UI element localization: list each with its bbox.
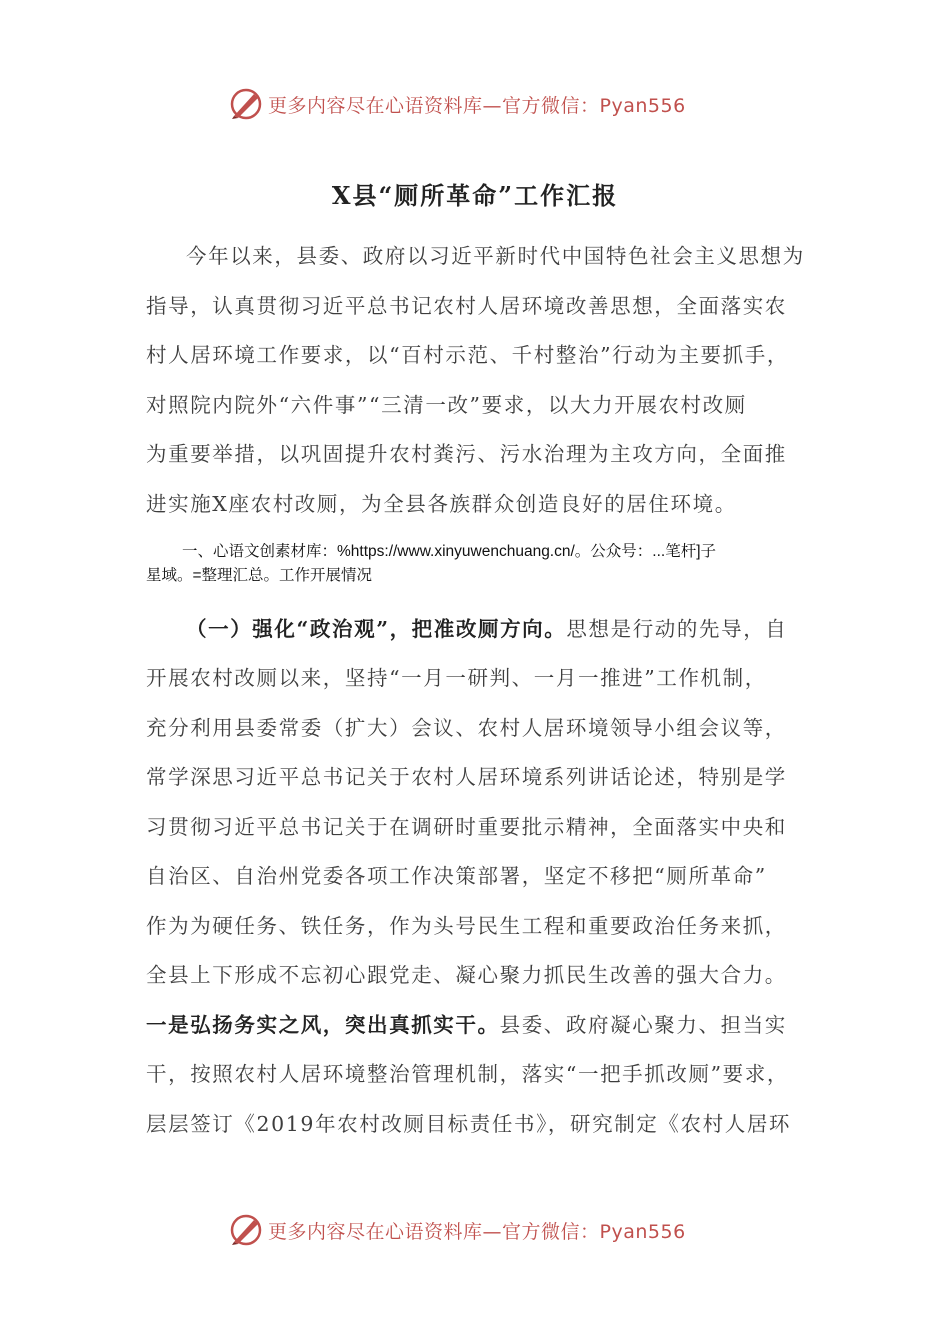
body-line: 充分利用县委常委（扩大）会议、农村人居环境领导小组会议等， bbox=[146, 716, 787, 740]
intro-line: 今年以来，县委、政府以习近平新时代中国特色社会主义思想为 bbox=[186, 244, 805, 268]
document-title: X县“厕所革命”工作汇报 bbox=[331, 181, 619, 210]
footer-banner bbox=[228, 1210, 728, 1250]
pen-logo-icon bbox=[228, 86, 264, 122]
intro-line: 指导，认真贯彻习近平总书记农村人居环境改善思想，全面落实农 bbox=[146, 294, 787, 318]
section-heading-line: 星域。=整理汇总。工作开展情况 bbox=[146, 567, 373, 584]
intro-line: 为重要举措，以巩固提升农村粪污、污水治理为主攻方向，全面推 bbox=[146, 442, 787, 466]
header-banner bbox=[228, 84, 728, 124]
subsection-first-line-text: 思想是行动的先导，自 bbox=[566, 617, 788, 641]
point-first-line bbox=[146, 1011, 812, 1039]
point-first-line-text: 县委、政府凝心聚力、担当实 bbox=[499, 1013, 787, 1037]
body-line: 常学深思习近平总书记关于农村人居环境系列讲话论述，特别是学 bbox=[146, 765, 787, 789]
pen-logo-icon bbox=[228, 1212, 264, 1248]
body-line: 层层签订《2019年农村改厕目标责任书》，研究制定《农村人居环 bbox=[146, 1112, 792, 1136]
banner-text: 更多内容尽在心语资料库—官方微信：Pyan556 bbox=[268, 1220, 686, 1243]
body-line: 干，按照农村人居环境整治管理机制，落实“一把手抓改厕”要求， bbox=[146, 1062, 789, 1086]
body-line: 作为为硬任务、铁任务，作为头号民生工程和重要政治任务来抓， bbox=[146, 914, 787, 938]
intro-line: 对照院内院外“六件事”“三清一改”要求，以大力开展农村改厕 bbox=[146, 393, 747, 417]
subsection-heading: （一）强化“政治观”，把准改厕方向。 bbox=[186, 617, 567, 641]
intro-line: 进实施X座农村改厕，为全县各族群众创造良好的居住环境。 bbox=[146, 492, 737, 516]
body-line: 习贯彻习近平总书记关于在调研时重要批示精神，全面落实中央和 bbox=[146, 815, 787, 839]
subsection-first-line bbox=[186, 615, 852, 643]
section-heading-line: 一、心语文创素材库：%https://www.xinyuwenchuang.cn/。公众号：...笔杆]子 bbox=[182, 543, 717, 560]
body-line: 开展农村改厕以来，坚持“一月一研判、一月一推进”工作机制， bbox=[146, 666, 767, 690]
body-line: 自治区、自治州党委各项工作决策部署，坚定不移把“厕所革命” bbox=[146, 864, 767, 888]
body-line: 全县上下形成不忘初心跟党走、凝心聚力抓民生改善的强大合力。 bbox=[146, 963, 787, 987]
banner-text: 更多内容尽在心语资料库—官方微信：Pyan556 bbox=[268, 94, 686, 117]
intro-line: 村人居环境工作要求，以“百村示范、千村整治”行动为主要抓手， bbox=[146, 343, 789, 367]
point-heading: 一是弘扬务实之风，突出真抓实干。 bbox=[146, 1013, 500, 1037]
